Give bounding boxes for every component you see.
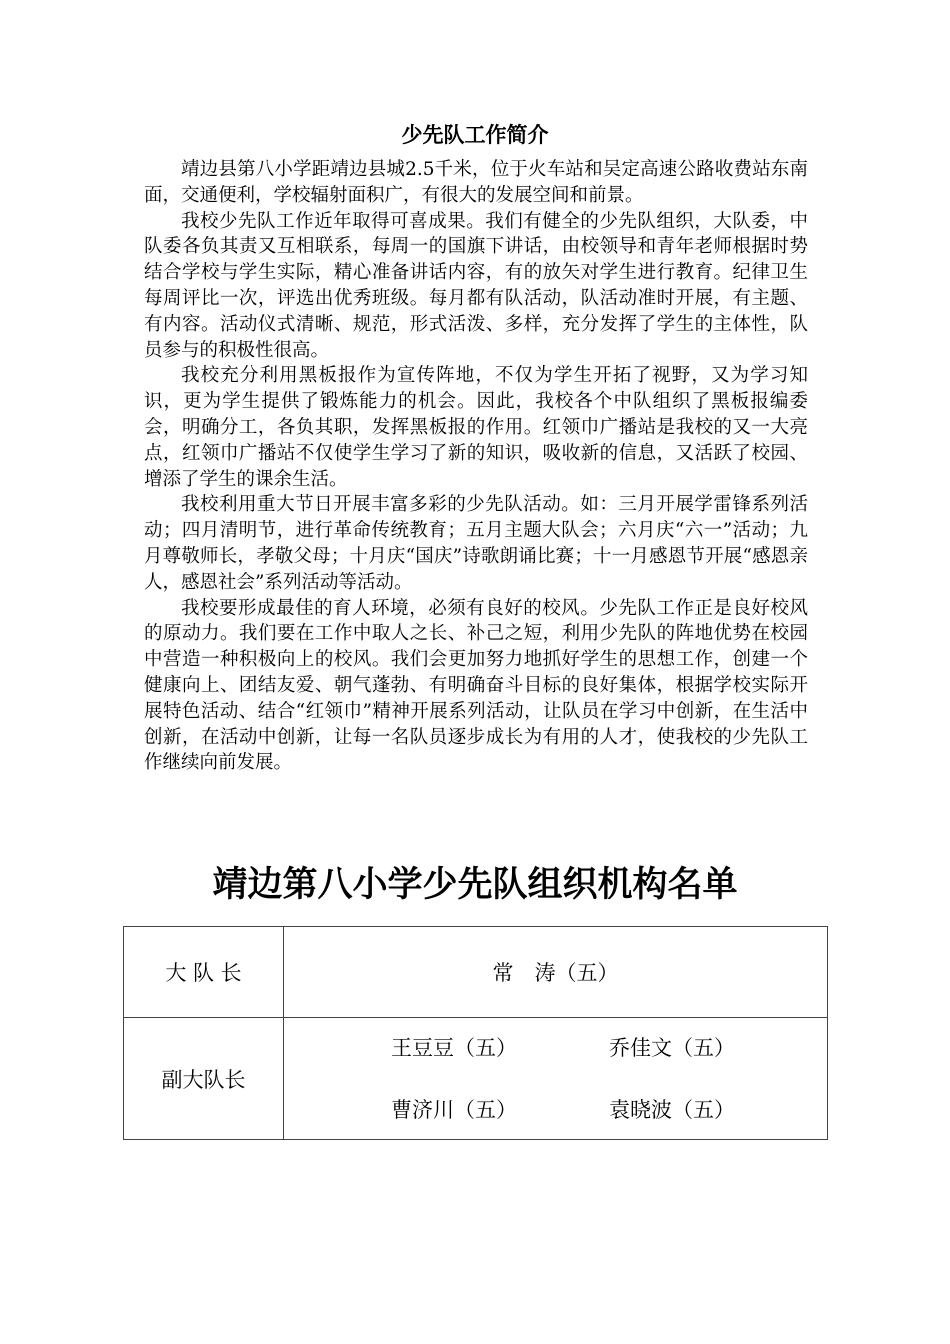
paragraph: 我校少先队工作近年取得可喜成果。我们有健全的少先队组织，大队委，中队委各负其责又互相联系，每周一的国旗下讲话，由校领导和青年老师根据时势结合学校与学生实际，精心准备讲话内容，有的放矢对学生进行教育。纪律卫生每周评比一次，评选出优秀班级。每月都有队活动，队活动准时开展，有主题、有内容。活动仪式清晰、规范，形式活泼、多样，充分发挥了学生的主体性，队员参与的积极性很高。 [144, 210, 808, 361]
intro-body [144, 157, 808, 776]
vice-captain-name: 曹济川（五） [391, 1097, 517, 1122]
role-cell-captain: 大 队 长 [124, 927, 284, 1018]
intro-title: 少先队工作简介 [401, 122, 549, 147]
paragraph: 靖边县第八小学距靖边县城2.5千米，位于火车站和吴定高速公路收费站东南面，交通便利，学校辐射面积广，有很大的发展空间和前景。 [144, 159, 808, 206]
paragraph: 我校充分利用黑板报作为宣传阵地，不仅为学生开拓了视野，又为学习知识，更为学生提供了锻炼能力的机会。因此，我校各个中队组织了黑板报编委会，明确分工，各负其职，发挥黑板报的作用。红领巾广播站是我校的又一大亮点，红领巾广播站不仅使学生学习了新的知识，吸收新的信息，又活跃了校园、增添了学生的课余生活。 [144, 365, 808, 490]
roster-table [123, 926, 828, 1140]
role-cell-vice: 副大队长 [124, 1018, 284, 1140]
paragraph: 我校要形成最佳的育人环境，必须有良好的校风。少先队工作正是良好校风的原动力。我们要在工作中取人之长、补己之短，利用少先队的阵地优势在校园中营造一种积极向上的校风。我们会更加努力地抓好学生的思想工作，创建一个健康向上、团结友爱、朝气蓬勃、有明确奋斗目标的良好集体，根据学校实际开展特色活动、结合“红领巾”精神开展系列活动，让队员在学习中创新，在生活中创新，在活动中创新，让每一名队员逐步成长为有用的人才，使我校的少先队工作继续向前发展。 [144, 597, 808, 774]
vice-captain-name: 王豆豆（五） [391, 1035, 517, 1060]
vice-names-grid [284, 1031, 827, 1127]
vice-captain-name: 袁晓波（五） [609, 1097, 735, 1122]
paragraph: 我校利用重大节日开展丰富多彩的少先队活动。如：三月开展学雷锋系列活动；四月清明节，进行革命传统教育；五月主题大队会；六月庆“六一”活动；九月尊敬师长，孝敬父母；十月庆“国庆”诗歌朗诵比赛；十一月感恩节开展“感恩亲人，感恩社会”系列活动等活动。 [144, 494, 808, 593]
vice-captain-name: 乔佳文（五） [609, 1035, 735, 1060]
table-row [124, 1018, 828, 1140]
captain-name-cell: 常 涛（五） [284, 927, 828, 1018]
roster-title: 靖边第八小学少先队组织机构名单 [212, 865, 738, 905]
table-row [124, 927, 828, 1018]
vice-names-cell [284, 1018, 828, 1140]
